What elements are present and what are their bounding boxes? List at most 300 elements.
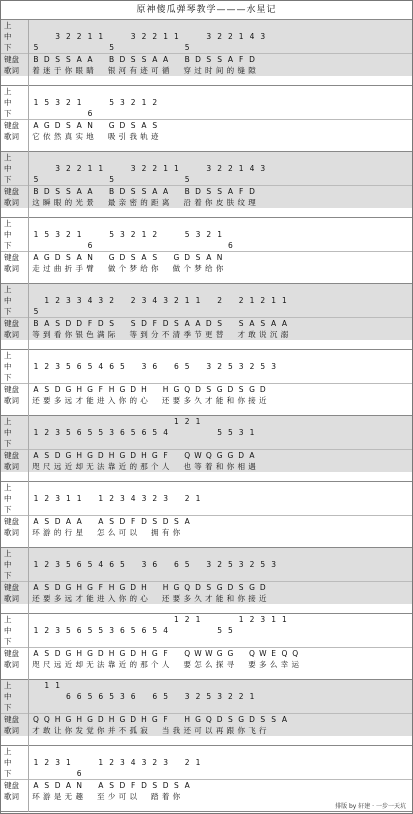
- note-cell: 近: [259, 594, 267, 603]
- note-cell: D: [141, 781, 147, 790]
- note-cell: F: [131, 781, 136, 790]
- note-cell: G: [108, 253, 115, 262]
- note-cell: 分: [151, 330, 159, 339]
- row-label: 键盘: [4, 319, 19, 328]
- note-cell: G: [108, 121, 115, 130]
- note-cell: D: [162, 319, 169, 328]
- note-cell: F: [239, 187, 244, 196]
- row-label: 下: [4, 109, 12, 118]
- score-row: [1, 702, 412, 713]
- row-label: 键盘: [4, 121, 19, 130]
- note-cell: 2: [76, 32, 82, 41]
- note-cell: 做: [172, 264, 181, 273]
- note-cell: 有: [161, 528, 170, 537]
- note-cell: 3: [141, 758, 147, 767]
- note-cell: 3: [55, 758, 60, 767]
- row-label: 下: [4, 769, 12, 778]
- label-divider: [28, 548, 29, 614]
- note-cell: 4: [98, 362, 104, 371]
- note-cell: 1: [195, 296, 201, 305]
- row-label: 键盘: [4, 55, 19, 64]
- score-row: [1, 240, 412, 251]
- score-block: [1, 86, 412, 152]
- note-cell: 6: [228, 241, 233, 250]
- note-cell: D: [141, 319, 147, 328]
- score-row: [1, 570, 412, 581]
- row-label: 下: [4, 241, 12, 250]
- note-cell: 1: [98, 164, 104, 173]
- note-cell: 溺: [280, 330, 289, 339]
- row-label: 歌词: [4, 726, 19, 735]
- row-label: 歌词: [4, 660, 19, 669]
- note-cell: 1: [238, 32, 244, 41]
- note-cell: H: [108, 583, 115, 592]
- score-row: [1, 54, 412, 65]
- note-cell: 才: [205, 594, 213, 603]
- label-divider: [28, 350, 29, 416]
- score-block: [1, 20, 412, 86]
- note-cell: G: [227, 451, 234, 460]
- note-cell: Q: [184, 649, 191, 658]
- note-cell: H: [108, 451, 115, 460]
- score-row: [1, 174, 412, 185]
- note-cell: 到: [140, 330, 148, 339]
- note-cell: 2: [184, 417, 190, 426]
- note-cell: 眼: [75, 66, 83, 75]
- note-cell: H: [76, 385, 82, 394]
- note-cell: 6: [152, 362, 158, 371]
- note-cell: S: [238, 385, 244, 394]
- note-cell: 的: [129, 660, 137, 669]
- row-label: 上: [4, 285, 12, 294]
- score-block: [1, 350, 412, 416]
- note-cell: S: [130, 253, 136, 262]
- note-cell: S: [66, 121, 71, 130]
- note-cell: G: [87, 385, 93, 394]
- score-row: [1, 582, 412, 593]
- note-cell: 3: [141, 296, 147, 305]
- note-cell: 么: [269, 660, 278, 669]
- note-cell: F: [98, 583, 103, 592]
- note-cell: 2: [66, 164, 71, 173]
- score-row: [1, 152, 412, 163]
- note-cell: 4: [130, 494, 136, 503]
- note-cell: A: [141, 253, 147, 262]
- note-cell: S: [174, 517, 179, 526]
- note-cell: 4: [163, 428, 168, 437]
- note-cell: 行: [64, 528, 73, 537]
- note-cell: 环: [32, 792, 40, 801]
- note-cell: 3: [206, 32, 212, 41]
- note-cell: A: [76, 121, 82, 130]
- note-cell: 尺: [43, 462, 51, 471]
- note-cell: 2: [152, 758, 158, 767]
- note-cell: A: [281, 319, 287, 328]
- note-cell: 以: [129, 792, 137, 801]
- row-label: 中: [4, 296, 12, 305]
- note-cell: 5: [87, 626, 93, 635]
- note-cell: G: [65, 649, 72, 658]
- note-cell: S: [206, 385, 212, 394]
- note-cell: 3: [120, 494, 125, 503]
- note-cell: 1: [174, 417, 179, 426]
- row-label: 中: [4, 164, 12, 173]
- note-cell: S: [130, 187, 136, 196]
- label-divider: [28, 614, 29, 680]
- note-cell: 纹: [237, 198, 245, 207]
- note-cell: 1: [98, 758, 104, 767]
- note-cell: 依: [43, 132, 51, 141]
- note-cell: S: [66, 253, 71, 262]
- note-cell: 才: [75, 396, 83, 405]
- note-cell: S: [206, 583, 212, 592]
- note-cell: 2: [66, 98, 71, 107]
- note-cell: 3: [163, 758, 168, 767]
- note-cell: 1: [141, 98, 147, 107]
- note-cell: 5: [44, 98, 50, 107]
- score-row: [1, 691, 412, 702]
- row-divider: [1, 713, 412, 714]
- note-cell: 4: [87, 296, 93, 305]
- note-cell: N: [216, 253, 223, 262]
- note-cell: 这: [32, 198, 40, 207]
- row-divider: [1, 449, 412, 450]
- note-cell: A: [184, 517, 190, 526]
- row-label: 歌词: [4, 66, 19, 75]
- note-cell: 6: [87, 109, 93, 118]
- note-cell: 寻: [226, 660, 235, 669]
- row-label: 上: [4, 747, 12, 756]
- row-label: 中: [4, 626, 12, 635]
- note-cell: 3: [76, 296, 82, 305]
- note-cell: G: [227, 649, 234, 658]
- note-cell: A: [33, 253, 39, 262]
- note-cell: 5: [66, 626, 71, 635]
- note-cell: 5: [228, 428, 233, 437]
- note-cell: A: [65, 781, 71, 790]
- note-cell: G: [65, 385, 72, 394]
- score-row: [1, 163, 412, 174]
- note-cell: S: [44, 649, 50, 658]
- note-cell: 3: [130, 164, 136, 173]
- note-cell: B: [109, 55, 115, 64]
- row-divider: [1, 647, 412, 648]
- note-cell: 2: [206, 230, 212, 239]
- note-cell: 缝: [237, 66, 245, 75]
- note-cell: 远: [64, 594, 73, 603]
- row-label: 下: [4, 571, 12, 580]
- note-cell: G: [87, 649, 93, 658]
- note-cell: 6: [174, 560, 179, 569]
- note-cell: S: [55, 187, 60, 196]
- note-cell: 怎: [194, 660, 202, 669]
- row-label: 键盘: [4, 517, 19, 526]
- note-cell: 4: [98, 560, 104, 569]
- note-cell: 做: [107, 264, 116, 273]
- score-row: [1, 197, 412, 208]
- note-cell: 3: [130, 32, 136, 41]
- note-cell: 6: [141, 428, 147, 437]
- note-cell: D: [65, 319, 72, 328]
- note-cell: S: [260, 319, 266, 328]
- score-row: [1, 252, 412, 263]
- note-cell: G: [249, 583, 255, 592]
- note-cell: 6: [152, 692, 158, 701]
- note-cell: 6: [120, 626, 125, 635]
- score-row: [1, 350, 412, 361]
- note-cell: S: [217, 319, 222, 328]
- note-cell: W: [259, 649, 267, 658]
- row-label: 键盘: [4, 781, 19, 790]
- note-cell: 5: [206, 692, 212, 701]
- note-cell: 再: [215, 726, 224, 735]
- note-cell: 当: [161, 726, 170, 735]
- note-cell: A: [141, 121, 147, 130]
- note-cell: 着: [205, 462, 213, 471]
- note-cell: Q: [281, 649, 288, 658]
- note-cell: 等: [194, 462, 202, 471]
- note-cell: 景: [86, 198, 94, 207]
- note-cell: 3: [195, 230, 201, 239]
- note-cell: 实: [75, 132, 83, 141]
- note-cell: 银: [107, 66, 116, 75]
- note-cell: N: [87, 121, 93, 130]
- note-cell: E: [271, 649, 276, 658]
- note-cell: 发: [75, 726, 83, 735]
- note-cell: 地: [86, 132, 94, 141]
- note-cell: 4: [249, 32, 255, 41]
- note-cell: 的: [129, 396, 137, 405]
- note-cell: 4: [130, 758, 136, 767]
- note-cell: 么: [205, 660, 213, 669]
- note-cell: 2: [44, 758, 50, 767]
- note-cell: 还: [161, 594, 170, 603]
- note-cell: S: [109, 781, 114, 790]
- score-row: [1, 416, 412, 427]
- note-cell: 3: [120, 758, 125, 767]
- row-label: 上: [4, 87, 12, 96]
- note-cell: 你: [64, 66, 73, 75]
- note-cell: 际: [107, 330, 116, 339]
- note-cell: 1: [217, 230, 222, 239]
- note-cell: B: [33, 187, 39, 196]
- note-cell: B: [184, 55, 190, 64]
- note-cell: 引: [118, 132, 127, 141]
- note-cell: 6: [120, 428, 125, 437]
- row-label: 歌词: [4, 198, 19, 207]
- note-cell: H: [76, 583, 82, 592]
- note-cell: 2: [184, 615, 190, 624]
- note-cell: G: [195, 715, 201, 724]
- note-cell: 和: [215, 462, 224, 471]
- score-row: [1, 548, 412, 559]
- note-cell: S: [260, 715, 266, 724]
- note-cell: 的: [129, 594, 137, 603]
- note-cell: 1: [249, 692, 255, 701]
- note-cell: 3: [141, 560, 147, 569]
- row-label: 下: [4, 373, 12, 382]
- note-cell: 踏: [151, 792, 159, 801]
- note-cell: 3: [55, 164, 60, 173]
- note-cell: D: [119, 121, 126, 130]
- note-cell: S: [109, 517, 114, 526]
- note-cell: 6: [76, 769, 82, 778]
- note-cell: 亲: [118, 198, 127, 207]
- row-label: 键盘: [4, 715, 19, 724]
- note-cell: H: [141, 451, 147, 460]
- note-cell: 2: [217, 164, 222, 173]
- note-cell: 靠: [107, 660, 116, 669]
- note-cell: A: [163, 55, 169, 64]
- note-cell: H: [76, 649, 82, 658]
- note-cell: 运: [291, 660, 299, 669]
- note-cell: 你: [118, 594, 127, 603]
- row-label: 键盘: [4, 649, 19, 658]
- note-cell: 却: [75, 660, 83, 669]
- note-cell: 3: [109, 428, 114, 437]
- note-cell: 进: [97, 396, 105, 405]
- score-row: [1, 746, 412, 757]
- note-cell: 1: [249, 428, 255, 437]
- row-label: 歌词: [4, 792, 19, 801]
- note-cell: 3: [260, 164, 266, 173]
- note-cell: 3: [141, 362, 147, 371]
- row-label: 歌词: [4, 462, 19, 471]
- note-cell: 人: [161, 462, 170, 471]
- score-row: [1, 361, 412, 372]
- note-cell: D: [43, 55, 50, 64]
- note-cell: 1: [98, 494, 104, 503]
- score-row: [1, 65, 412, 76]
- note-cell: 多: [183, 594, 191, 603]
- note-cell: N: [87, 253, 93, 262]
- row-label: 上: [4, 483, 12, 492]
- note-cell: D: [54, 583, 61, 592]
- note-cell: 说: [259, 330, 267, 339]
- score-row: [1, 295, 412, 306]
- score-row: [1, 329, 412, 340]
- note-cell: 至: [97, 792, 105, 801]
- note-cell: D: [249, 715, 255, 724]
- note-cell: S: [130, 319, 136, 328]
- note-cell: S: [55, 55, 60, 64]
- note-cell: 不: [118, 726, 127, 735]
- note-cell: 3: [238, 428, 244, 437]
- note-cell: 1: [174, 615, 179, 624]
- note-cell: 于: [53, 66, 62, 75]
- note-cell: 距: [151, 198, 159, 207]
- note-cell: 你: [64, 330, 73, 339]
- note-cell: D: [54, 385, 61, 394]
- note-cell: H: [162, 583, 169, 592]
- note-cell: 拥: [151, 528, 159, 537]
- note-cell: 2: [195, 692, 201, 701]
- row-label: 下: [4, 43, 12, 52]
- note-cell: 2: [66, 32, 71, 41]
- note-cell: H: [54, 715, 61, 724]
- score-row: [1, 461, 412, 472]
- score-block: [1, 152, 412, 218]
- note-cell: 1: [238, 615, 244, 624]
- note-cell: 3: [141, 494, 147, 503]
- note-cell: A: [76, 253, 82, 262]
- note-cell: 人: [161, 660, 170, 669]
- note-cell: G: [238, 715, 245, 724]
- note-cell: 5: [66, 560, 71, 569]
- note-cell: 沉: [269, 330, 278, 339]
- note-cell: D: [43, 187, 50, 196]
- note-cell: 多: [53, 396, 62, 405]
- note-cell: A: [76, 517, 82, 526]
- row-label: 上: [4, 153, 12, 162]
- row-label: 中: [4, 428, 12, 437]
- note-cell: 1: [174, 164, 179, 173]
- note-cell: 5: [120, 560, 125, 569]
- note-cell: A: [33, 517, 39, 526]
- note-cell: 5: [184, 175, 190, 184]
- note-cell: 5: [87, 692, 93, 701]
- note-cell: 我: [129, 132, 137, 141]
- note-cell: 它: [32, 132, 40, 141]
- note-cell: 1: [33, 98, 39, 107]
- note-cell: 2: [217, 296, 222, 305]
- note-cell: A: [152, 55, 158, 64]
- label-divider: [28, 482, 29, 548]
- note-cell: 你: [215, 264, 224, 273]
- row-label: 下: [4, 505, 12, 514]
- label-divider: [28, 680, 29, 746]
- note-cell: 2: [184, 494, 190, 503]
- score-row: [1, 318, 412, 329]
- note-cell: 5: [152, 428, 158, 437]
- note-cell: S: [130, 121, 136, 130]
- note-cell: G: [216, 385, 223, 394]
- note-cell: 6: [76, 362, 82, 371]
- note-cell: A: [281, 715, 287, 724]
- note-cell: 相: [237, 462, 245, 471]
- note-cell: 替: [215, 330, 224, 339]
- note-cell: 6: [76, 428, 82, 437]
- note-cell: 怎: [97, 528, 105, 537]
- note-cell: A: [227, 187, 233, 196]
- note-cell: 少: [107, 792, 116, 801]
- note-cell: 3: [184, 692, 190, 701]
- note-cell: D: [97, 715, 104, 724]
- note-cell: W: [194, 451, 202, 460]
- note-cell: D: [238, 451, 245, 460]
- note-cell: 3: [238, 362, 244, 371]
- note-cell: H: [108, 715, 115, 724]
- note-cell: 2: [44, 362, 50, 371]
- note-cell: 6: [141, 626, 147, 635]
- note-cell: 你: [237, 726, 245, 735]
- note-cell: G: [151, 451, 158, 460]
- note-cell: 接: [248, 396, 256, 405]
- note-cell: 星: [75, 528, 83, 537]
- note-cell: F: [239, 55, 244, 64]
- note-cell: S: [271, 715, 276, 724]
- note-cell: G: [119, 583, 126, 592]
- note-cell: 1: [66, 494, 71, 503]
- note-cell: 1: [282, 615, 287, 624]
- row-label: 上: [4, 351, 12, 360]
- note-cell: 2: [260, 296, 266, 305]
- note-cell: Q: [184, 583, 191, 592]
- note-cell: 那: [140, 462, 148, 471]
- note-cell: 心: [140, 594, 148, 603]
- note-cell: Q: [292, 649, 299, 658]
- note-cell: 1: [33, 362, 39, 371]
